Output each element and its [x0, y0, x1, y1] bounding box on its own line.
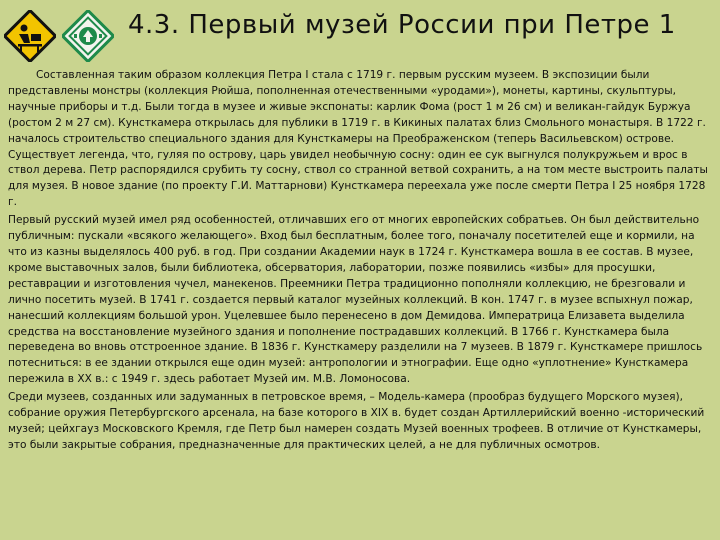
paragraph-2: Первый русский музей имел ряд особенностей, отличавших его от многих европейских собратьев. Он был действительно публичным: пускали «всякого желающего». Вход был бесплатным, более того, поначалу посетителей еще и кормили, на что из казны выделялось 400 руб. в год. При создании Академии наук в 1724 г. Кунсткамера вошла в ее состав. В музее, кроме выставочных залов, были библиотека, обсерватория, лаборатории, позже появились «избы» для просушки, реставрации и изготовления чучел, манекенов. Преемники Петра традиционно пополняли коллекцию, не брезговали и лично посетить музей. В 1741 г. создается первый каталог музейных коллекций. В кон. 1747 г. в музее вспыхнул пожар, нанесший коллекциям большой урон. Уцелевшее было перенесено в дом Демидова. Императрица Елизавета выделила средства на восстановление музейного здания и пополнение пострадавших коллекций. В 1766 г. Кунсткамера была переведена во вновь отстроенное здание. В 1836 г. Кунсткамеру разделили на 7 музеев. В 1879 г. Кунсткамере пришлось потесниться: в ее здании открылся еще один музей: антропологии и этнографии. Еще одно «уплотнение» Кунсткамера пережила в XX в.: с 1949 г. здесь работает Музей им. М.В. Ломоносова.: [8, 214, 703, 386]
slide-body: [8, 68, 712, 456]
reading-person-sign-icon: [4, 10, 56, 62]
green-emblem-icon: [62, 10, 114, 62]
logo-group: [4, 8, 114, 64]
slide-title: 4.3. Первый музей России при Петре 1: [128, 10, 676, 40]
paragraph-3: Среди музеев, созданных или задуманных в петровское время, – Модель-камера (прообраз будущего Морского музея), собрание оружия Петербургского арсенала, на базе которого в XIX в. будет создан Артиллерийский военно -исторический музей; цейхгауз Московского Кремля, где Петр был намерен создать Музей военных трофеев. В отличие от Кунсткамеры, это были закрытые собрания, предназначенные для практических целей, а не для публичных осмотров.: [8, 391, 705, 451]
paragraph-1: Составленная таким образом коллекция Петра I стала с 1719 г. первым русским музеем. В экспозиции были представлены монстры (коллекция Рюйша, пополненная отечественными «уродами»), монеты, картины, скульптуры, научные приборы и т.д. Были тогда в музее и живые экспонаты: карлик Фома (рост 1 м 26 см) и великан-гайдук Буржуа (ростом 2 м 27 см). Кунсткамера открылась для публики в 1719 г. в Кикиных палатах близ Смольного монастыря. В 1722 г. началось строительство специального здания для Кунсткамеры на Преображенском (теперь Васильевском) острове. Существует легенда, что, гуляя по острову, царь увидел необычную сосну: один ее сук выгнулся полукружьем и врос в ствол дерева. Петр распорядился срубить ту сосну, ствол со странной ветвой сохранить, а на том месте выстроить палаты для музея. В новое здание (по проекту Г.И. Маттарнови) Кунсткамера переехала уже после смерти Петра I 25 ноября 1728 г.: [8, 69, 708, 209]
